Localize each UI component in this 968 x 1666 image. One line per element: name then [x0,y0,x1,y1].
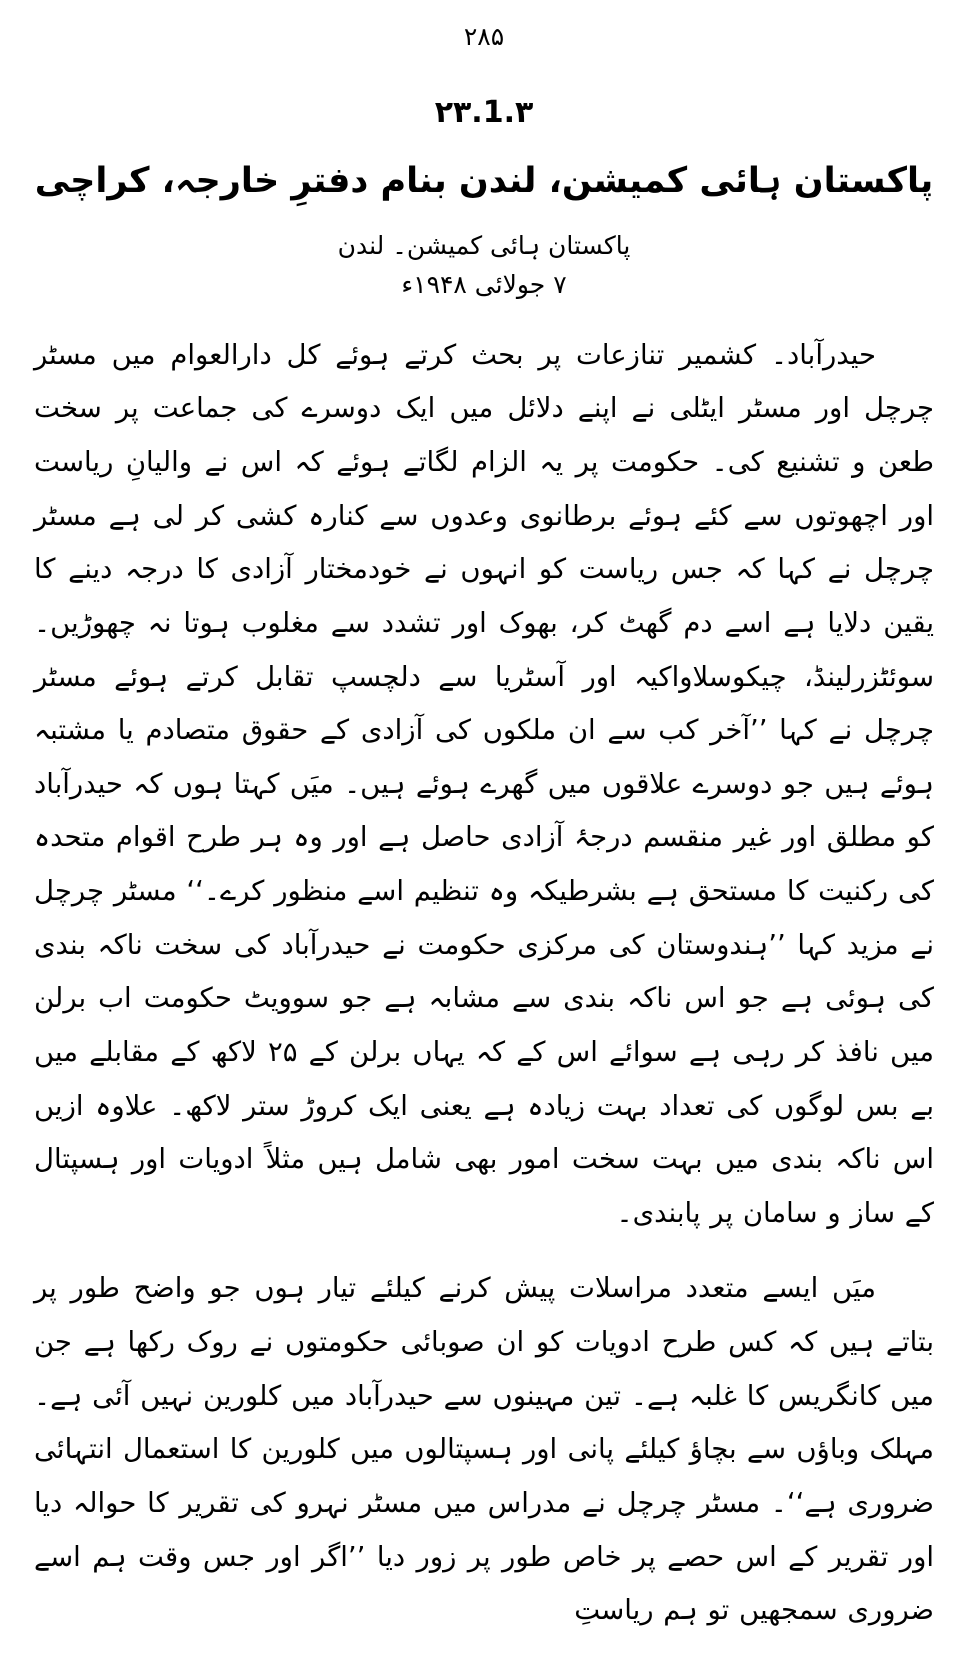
document-date: ۷ جولائی ۱۹۴۸ء [401,269,567,299]
document-origin: پاکستان ہائی کمیشن۔ لندن [337,230,631,260]
body-paragraph-2: میَں ایسے متعدد مراسلات پیش کرنے کیلئے تیار ہوں جو واضح طور پر بتاتے ہیں کہ کس طرح ادویات کو ان صوبائی حکومتوں نے روک رکھا ہے جن میں کانگریس کا غلبہ ہے۔ تین مہینوں سے حیدرآباد میں کلورین نہیں آئی ہے۔ مہلک وباؤں سے بچاؤ کیلئے پانی اور ہسپتالوں میں کلورین کا استعمال انتہائی ضروری ہے‘‘۔ مسٹر چرچل نے مدراس میں مسٹر نہرو کی تقریر کا حوالہ دیا اور تقریر کے اس حصے پر خاص طور پر زور دیا ’’اگر اور جس وقت ہم اسے ضروری سمجھیں تو ہم ریاستِ [34,1272,934,1627]
body-paragraph-1: حیدرآباد۔ کشمیر تنازعات پر بحث کرتے ہوئے کل دارالعوام میں مسٹر چرچل اور مسٹر ایٹلی نے اپنے دلائل میں ایک دوسرے کی جماعت پر سخت طعن و تشنیع کی۔ حکومت پر یہ الزام لگاتے ہوئے کہ اس نے والیانِ ریاست اور اچھوتوں سے کئے ہوئے برطانوی وعدوں سے کنارہ کشی کر لی ہے مسٹر چرچل نے کہا کہ جس ریاست کو انہوں نے خودمختار آزادی کا درجہ دینے کا یقین دلایا ہے اسے دم گھٹ کر، بھوک اور تشدد سے مغلوب ہوتا نہ چھوڑیں۔ سوئٹزرلینڈ، چیکوسلاواکیہ اور آسٹریا سے دلچسپ تقابل کرتے ہوئے مسٹر چرچل نے کہا ’’آخر کب سے ان ملکوں کی آزادی کے حقوق متصادم یا مشتبہ ہوئے ہیں جو دوسرے علاقوں میں گھرے ہوئے ہیں۔ میَں کہتا ہوں کہ حیدرآباد کو مطلق اور غیر منقسم درجۂ آزادی حاصل ہے اور وہ ہر طرح اقوام متحدہ کی رکنیت کا مستحق ہے بشرطیکہ وہ تنظیم اسے منظور کرے۔‘‘ مسٹر چرچل نے مزید کہا ’’ہندوستان کی مرکزی حکومت نے حیدرآباد کی سخت ناکہ بندی کی ہوئی ہے جو اس ناکہ بندی سے مشابہ ہے جو سوویٹ حکومت اب برلن میں نافذ کر رہی ہے سوائے اس کے کہ یہاں برلن کے ۲۵ لاکھ کے مقابلے میں بے بس لوگوں کی تعداد بہت زیادہ ہے یعنی ایک کروڑ ستر لاکھ۔ علاوہ ازیں اس ناکہ بندی میں بہت سخت امور بھی شامل ہیں مثلاً ادویات اور ہسپتال کے ساز و سامان پر پابندی۔ [34,338,934,1229]
document-number: ۲۳.1.۳ [434,95,534,130]
page-title: پاکستان ہائی کمیشن، لندن بنام دفترِ خارجہ، کراچی [34,161,934,201]
paragraph-spacer [34,1248,934,1262]
page-number: ۲۸۵ [463,22,505,51]
